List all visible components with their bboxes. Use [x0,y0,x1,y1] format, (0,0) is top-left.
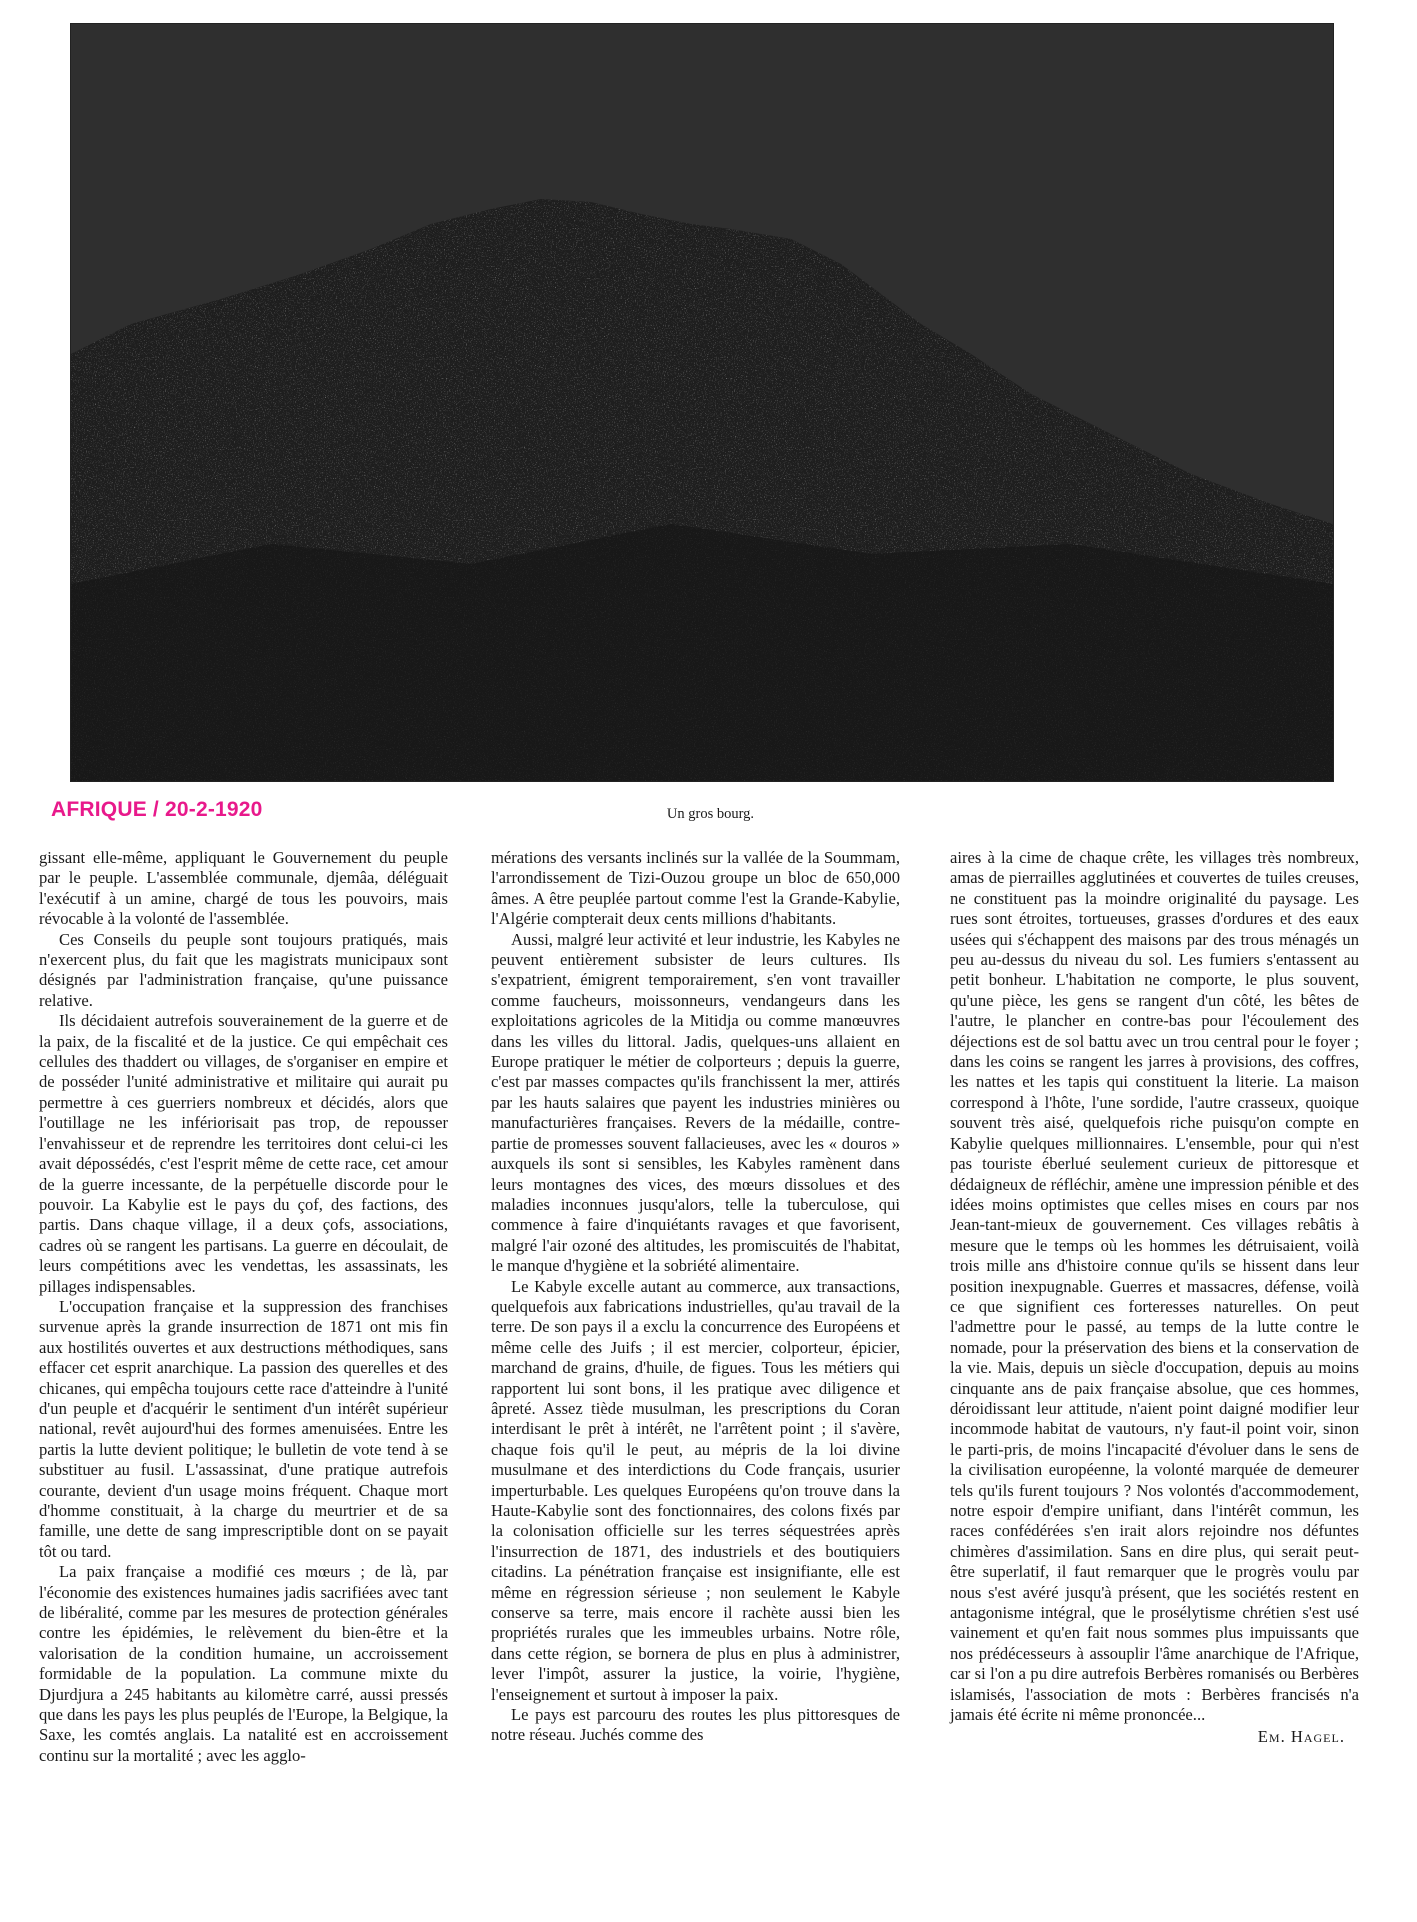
paragraph: La paix française a modifié ces mœurs ; de là, par l'économie des existences humaines jadis sacrifiées avec tant de libéralité, comme par les mesures de protection générales contre les épidémies, le relèvement du bien-être et la valorisation de la condition humaine, un accroissement formidable de la population. La commune mixte du Djurdjura a 245 habitants au kilomètre carré, aussi pressés que dans les pays les plus peuplés de l'Europe, la Belgique, la Saxe, les comtés anglais. La natalité est en accroissement continu sur la mortalité ; avec les agglo- [39,1562,448,1765]
landscape-photo [70,23,1334,782]
paragraph: Le pays est parcouru des routes les plus pittoresques de notre réseau. Juchés comme des [491,1705,900,1745]
photo-image [71,24,1333,781]
author-signature: Em. Hagel. [1257,1727,1345,1747]
source-tag: AFRIQUE / 20-2-1920 [51,798,263,821]
article-column-3 [950,848,1359,1748]
paragraph: L'occupation française et la suppression des franchises survenue après la grande insurrection de 1871 ont mis fin aux hostilités ouvertes et aux destructions méthodiques, sans effacer cet esprit anarchique. La passion des querelles et des chicanes, qui empêcha toujours cette race d'atteindre à l'unité d'un peuple et d'acquérir le sentiment d'un intérêt supérieur national, revêt aujourd'hui des formes amenuisées. Entre les partis la lutte devient politique; le bulletin de vote tend à se substituer au fusil. L'assassinat, d'une pratique autrefois courante, devient d'un usage moins fréquent. Chaque mort d'homme constituait, à la charge du meurtrier et de sa famille, une dette de sang imprescriptible dont on se payait tôt ou tard. [39,1296,448,1561]
photo-caption: Un gros bourg. [666,806,755,822]
paragraph: Ils décidaient autrefois souverainement de la guerre et de la paix, de la fiscalité et de la justice. Ce qui empêchait ces cellules des thaddert ou villages, de s'organiser en empire et de posséder l'unité administrative et militaire qui aurait pu permettre à ces guerriers nombreux et décidés, alors que l'outillage ne les infériorisait pas trop, de repousser l'envahisseur et de reprendre les territoires dont celui-ci les avait dépossédés, c'est l'esprit même de cette race, cet amour de la guerre incessante, de la perpétuelle discorde pour le pouvoir. La Kabylie est le pays du çof, des factions, des partis. Dans chaque village, il a deux çofs, associations, cadres où se rangent les partisans. La guerre en découlait, de leurs compétitions avec les vendettas, les assassinats, les pillages indispensables. [39,1011,448,1296]
paragraph: Le Kabyle excelle autant au commerce, aux transactions, quelquefois aux fabrications industrielles, qu'au travail de la terre. De son pays il a exclu la concurrence des Européens et même celle des Juifs ; il est mercier, colporteur, épicier, marchand de grains, d'huile, de figues. Tous les métiers qui rapportent lui sont bons, il les pratique avec diligence et âpreté. Assez tiède musulman, les prescriptions du Coran interdisant le prêt à intérêt, ne l'arrêtent point ; il s'avère, chaque fois qu'il le peut, au mépris de la loi divine musulmane et des interdictions du Code français, usurier imperturbable. Les quelques Européens qu'on trouve dans la Haute-Kabylie sont des fonctionnaires, des colons fixés par la colonisation officielle sur les terres séquestrées après l'insurrection de 1871, des industriels et des boutiquiers citadins. La pénétration française est insignifiante, elle est même en régression sérieuse ; non seulement le Kabyle conserve sa terre, mais encore il rachète aussi bien les propriétés rurales que les immeubles urbains. Notre rôle, dans cette région, se bornera de plus en plus à administrer, lever l'impôt, assurer la justice, la voirie, l'hygiène, l'enseignement et surtout à imposer la paix. [491,1276,900,1704]
paragraph: gissant elle-même, appliquant le Gouvernement du peuple par le peuple. L'assemblée communale, djemâa, déléguait l'exécutif à un amine, chargé de tous les pouvoirs, mais révocable à la volonté de l'assemblée. [39,848,448,929]
paragraph: Aussi, malgré leur activité et leur industrie, les Kabyles ne peuvent entièrement subsister de leurs cultures. Ils s'expatrient, émigrent temporairement, s'en vont travailler comme faucheurs, moissonneurs, vendangeurs dans les exploitations agricoles de la Mitidja ou comme manœuvres dans les villes du littoral. Jadis, quelques-uns allaient en Europe pratiquer le métier de colporteurs ; depuis la guerre, c'est par masses compactes qu'ils franchissent la mer, attirés par les hauts salaires que payent les industries minières ou manufacturières françaises. Revers de la médaille, contre-partie de promesses souvent fallacieuses, avec les « douros » auxquels ils sont si sensibles, les Kabyles ramènent dans leurs montagnes des vices, des mœurs dissolues et des maladies inconnues jusqu'alors, telle la tuberculose, qui commence à faire d'inquiétants ravages et que favorisent, malgré l'air ozoné des altitudes, les promiscuités de l'habitat, le manque d'hygiène et la sobriété alimentaire. [491,929,900,1276]
paragraph: Ces Conseils du peuple sont toujours pratiqués, mais n'exercent plus, du fait que les magistrats municipaux sont désignés par l'administration française, qu'une puissance relative. [39,929,448,1010]
article-column-2 [491,848,900,1746]
paragraph: mérations des versants inclinés sur la vallée de la Soummam, l'arrondissement de Tizi-Ouzou groupe un bloc de 650,000 âmes. A être peuplée partout comme l'est la Grande-Kabylie, l'Algérie compterait deux cents millions d'habitants. [491,848,900,929]
paragraph: aires à la cime de chaque crête, les villages très nombreux, amas de pierrailles agglutinées et couvertes de tuiles creuses, ne constituent pas la moindre originalité du paysage. Les rues sont étroites, tortueuses, grasses d'ordures et des eaux usées qui s'échappent des maisons par des trous ménagés un peu au-dessus du niveau du sol. Les fumiers s'entassent au petit bonheur. L'habitation ne comporte, le plus souvent, qu'une pièce, les gens se rangent d'un côté, les bêtes de l'autre, le plancher en contre-bas pour l'écoulement des déjections est de sol battu avec un trou central pour le foyer ; dans les coins se rangent les jarres à provisions, des coffres, les nattes et les tapis qui constituent la literie. La maison correspond à l'hôte, l'une sordide, l'autre crasseux, quoique souvent très aisé, quelquefois riche puisqu'on compte en Kabylie quelques millionnaires. L'ensemble, pour qui n'est pas touriste éberlué seulement curieux de pittoresque et dédaigneux de réfléchir, amène une impression pénible et des idées moins optimistes que celles mises en cours par nos Jean-tant-mieux de gouvernement. Ces villages rebâtis à mesure que le temps où les hommes les détruisaient, voilà trois mille ans d'histoire connue qu'ils se hissent dans leur position inexpugnable. Guerres et massacres, défense, voilà ce que signifient ces forteresses naturelles. On peut l'admettre pour le passé, au temps de la lutte contre le nomade, pour la préservation des biens et la conservation de la vie. Mais, depuis un siècle d'occupation, depuis au moins cinquante ans de paix française absolue, que ces hommes, déroidissant leur attitude, n'aient point daigné modifier leur incommode habitat de vautours, n'y faut-il point voir, sinon le parti-pris, de moins l'incapacité d'évoluer dans le sens de la civilisation européenne, la volonté marquée de demeurer tels qu'ils furent toujours ? Nos volontés d'accommodement, notre espoir d'empire unifiant, dans l'intérêt commun, les races confédérées s'en irait alors rejoindre nos défuntes chimères d'assimilation. Sans en dire plus, qui serait peut-être superlatif, il faut remarquer que le progrès voulu par nous s'est avéré jusqu'à présent, que les sociétés restent en antagonisme intégral, que le prosélytisme chrétien s'est usé vainement et qu'en fait nous sommes plus impuissants que nos prédécesseurs à assouplir l'âme anarchique de l'Afrique, car si l'on a pu dire autrefois Berbères romanisés ou Berbères islamisés, l'association de mots : Berbères francisés n'a jamais été écrite ni même prononcée... [950,848,1359,1725]
article-column-1 [39,848,448,1766]
